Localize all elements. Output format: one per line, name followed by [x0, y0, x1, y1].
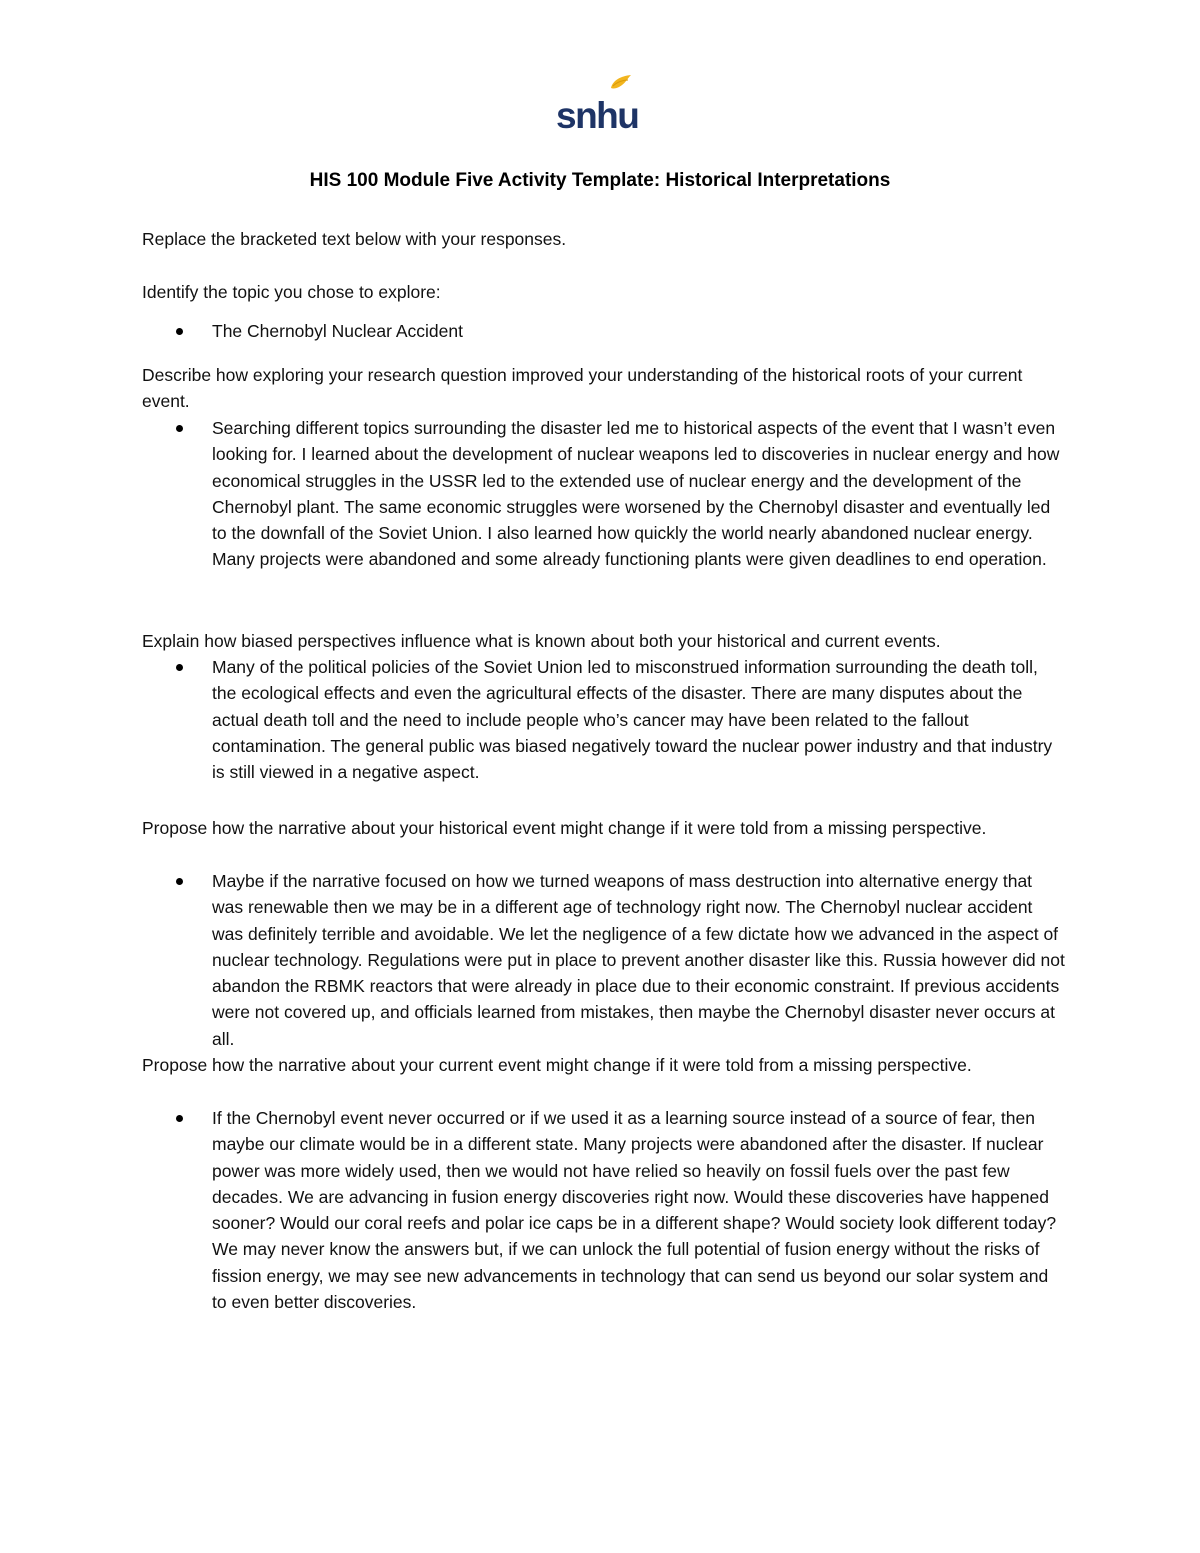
- bullet-icon: [176, 654, 186, 664]
- snhu-logo: [555, 72, 639, 132]
- prompt-research-question: Describe how exploring your research question improved your understanding of the historical roots of your current event.: [142, 365, 1023, 412]
- document-title: HIS 100 Module Five Activity Template: Historical Interpretations: [309, 170, 891, 191]
- bullet-icon: [176, 318, 186, 328]
- snhu-logo-graphic: [555, 72, 639, 132]
- instructions-text: Replace the bracketed text below with your responses.: [142, 229, 567, 249]
- response-biased-perspectives: Many of the political policies of the Soviet Union led to misconstrued information surrounding the death toll, the ecological effects and even the agricultural effects of the disaster. There are many disputes about the actual death toll and the need to include people who’s cancer may have been related to the fallout contamination. The general public was biased negatively toward the nuclear power industry and that industry is still viewed in a negative aspect.: [212, 657, 1053, 783]
- prompt-biased-perspectives: Explain how biased perspectives influence what is known about both your historical and current events.: [142, 631, 941, 651]
- response-historical-narrative: Maybe if the narrative focused on how we turned weapons of mass destruction into alternative energy that was renewable then we may be in a different age of technology right now. The Chernobyl nuclear accident was definitely terrible and avoidable. We let the negligence of a few dictate how we advanced in the aspect of nuclear technology. Regulations were put in place to prevent another disaster like this. Russia however did not abandon the RBMK reactors that were already in place due to their economic constraint. If previous accidents were not covered up, and officials learned from mistakes, then maybe the Chernobyl disaster never occurs at all.: [212, 871, 1065, 1049]
- bullet-icon: [176, 1105, 186, 1115]
- response-topic: The Chernobyl Nuclear Accident: [212, 321, 463, 341]
- response-research-question: Searching different topics surrounding the disaster led me to historical aspects of the event that I wasn’t even looking for. I learned about the development of nuclear weapons led to discoveries in nuclear energy and how economical struggles in the USSR led to the extended use of nuclear energy and the development of the Chernobyl plant. The same economic struggles were worsened by the Chernobyl disaster and eventually led to the downfall of the Soviet Union. I also learned how quickly the world nearly abandoned nuclear energy. Many projects were abandoned and some already functioning plants were given deadlines to end operation.: [212, 418, 1060, 570]
- response-current-narrative: If the Chernobyl event never occurred or if we used it as a learning source instead of a source of fear, then maybe our climate would be in a different state. Many projects were abandoned after the disaster. If nuclear power was more widely used, then we would not have relied so heavily on fossil fuels over the past few decades. We are advancing in fusion energy discoveries right now. Would these discoveries have happened sooner? Would our coral reefs and polar ice caps be in a different shape? Would society look different today? We may never know the answers but, if we can unlock the full potential of fusion energy without the risks of fission energy, we may see new advancements in technology that can send us beyond our solar system and to even better discoveries.: [212, 1108, 1057, 1313]
- svg-text:snhu: snhu: [556, 95, 639, 132]
- bullet-icon: [176, 868, 186, 878]
- prompt-topic: Identify the topic you chose to explore:: [142, 282, 441, 302]
- prompt-current-narrative: Propose how the narrative about your current event might change if it were told from a missing perspective.: [142, 1055, 972, 1075]
- prompt-historical-narrative: Propose how the narrative about your historical event might change if it were told from a missing perspective.: [142, 818, 987, 838]
- bullet-icon: [176, 415, 186, 425]
